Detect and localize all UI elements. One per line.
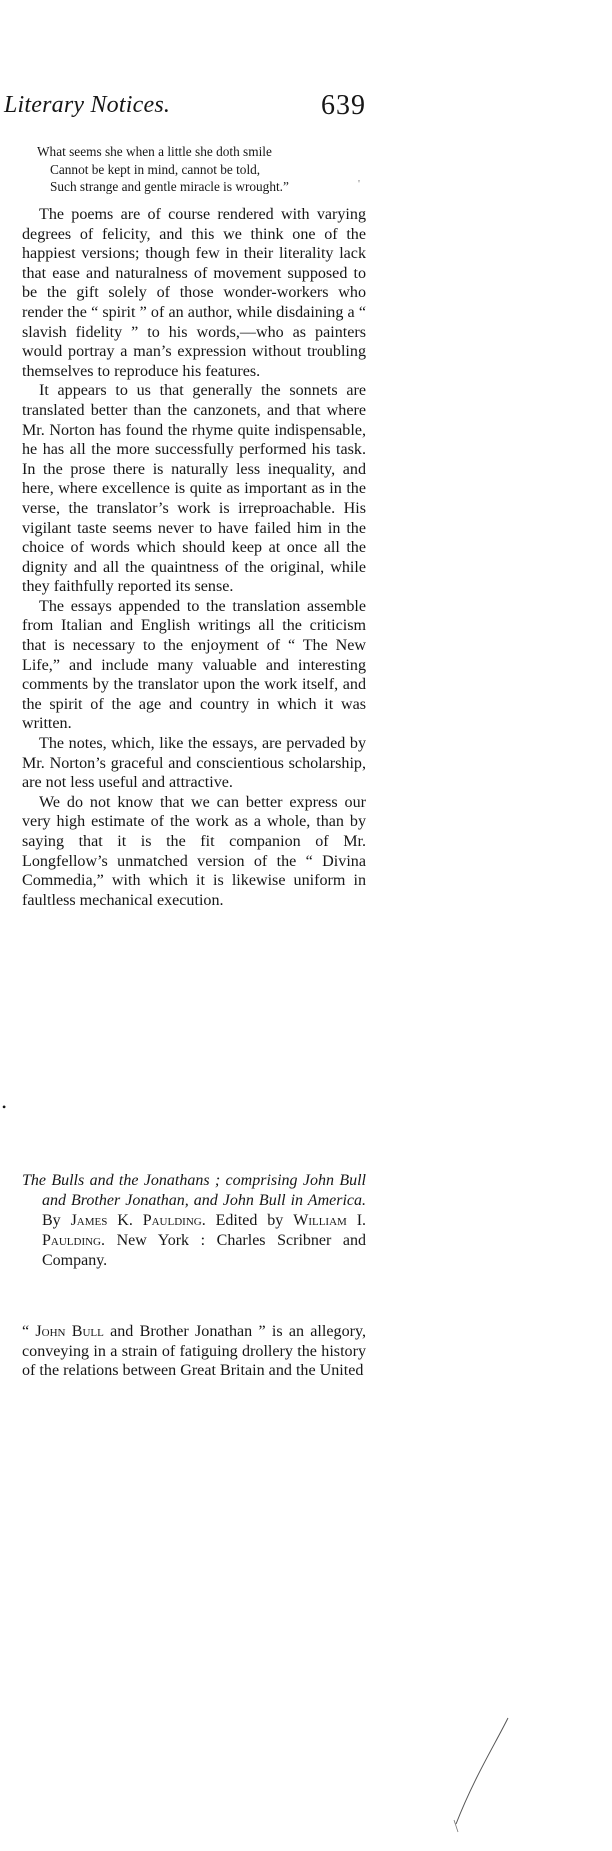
margin-scratch-mark [452,1716,512,1836]
verse-quotation [37,143,367,196]
book-publisher: New York : Charles Scribner and Company. [42,1232,366,1269]
review-heading [22,1171,366,1271]
paragraph-text: and Brother Jonathan ” is an allegory, conveying in a strain of fatiguing drollery the history of the relations between Great Britain and the United [22,1323,366,1380]
page-number: 639 [321,90,366,121]
section-title: Literary Notices. [4,92,171,118]
margin-bullet-mark: • [2,1100,7,1114]
by-label: By [42,1212,61,1229]
article-body [22,205,366,910]
paragraph: The notes, which, like the essays, are pervaded by Mr. Norton’s graceful and conscientious scholarship, are not less useful and attractive. [22,735,366,792]
paragraph: The poems are of course rendered with varying degrees of felicity, and this we think one of the happiest versions; though few in their literality lack that ease and naturalness of movement supposed to be the gift solely of those wonder-workers who render the “ spirit ” of an author, while disdaining a “ slavish fidelity ” to his words,—who as painters would portray a man’s expression without troubling themselves to reproduce his features. [22,206,366,380]
stray-mark: ' [358,178,360,190]
edited-by-label: Edited by [215,1212,284,1229]
verse-line: Cannot be kept in mind, cannot be told, [50,161,261,177]
book-editor: William I. Paulding. [42,1212,367,1249]
verse-line: Such strange and gentle miracle is wrought.” [50,179,289,194]
running-head [4,90,366,130]
paragraph: It appears to us that generally the sonnets are translated better than the canzonets, and that where Mr. Norton has found the rhyme quite indispensable, he has all the more successfully performed his task. In the prose there is naturally less inequality, and here, where excellence is quite as important as in the verse, the translator’s work is irreproachable. His vigilant taste seems never to have failed him in the choice of words which should keep at once all the dignity and all the quaintness of the original, while they faithfully reported its sense. [22,382,366,596]
paragraph [22,1322,366,1381]
paragraph: The essays appended to the translation assemble from Italian and English writings all the criticism that is necessary to the enjoyment of “ The New Life,” and include many valuable and interesting comments by the translator upon the work itself, and the spirit of the age and country in which it was written. [22,597,366,733]
paragraph-lead: “ John Bull [22,1323,104,1340]
book-title: The Bulls and the Jonathans ; comprising John Bull and Brother Jonathan, and John Bull in America. [22,1172,366,1209]
verse-line: What seems she when a little she doth smile [37,144,272,159]
review-body [22,1322,366,1381]
book-author: James K. Paulding. [70,1212,206,1229]
paragraph: We do not know that we can better express our very high estimate of the work as a whole, than by saying that it is the fit companion of Mr. Longfellow’s unmatched version of the “ Divina Commedia,” with which it is likewise uniform in faultless mechanical execution. [22,793,366,909]
